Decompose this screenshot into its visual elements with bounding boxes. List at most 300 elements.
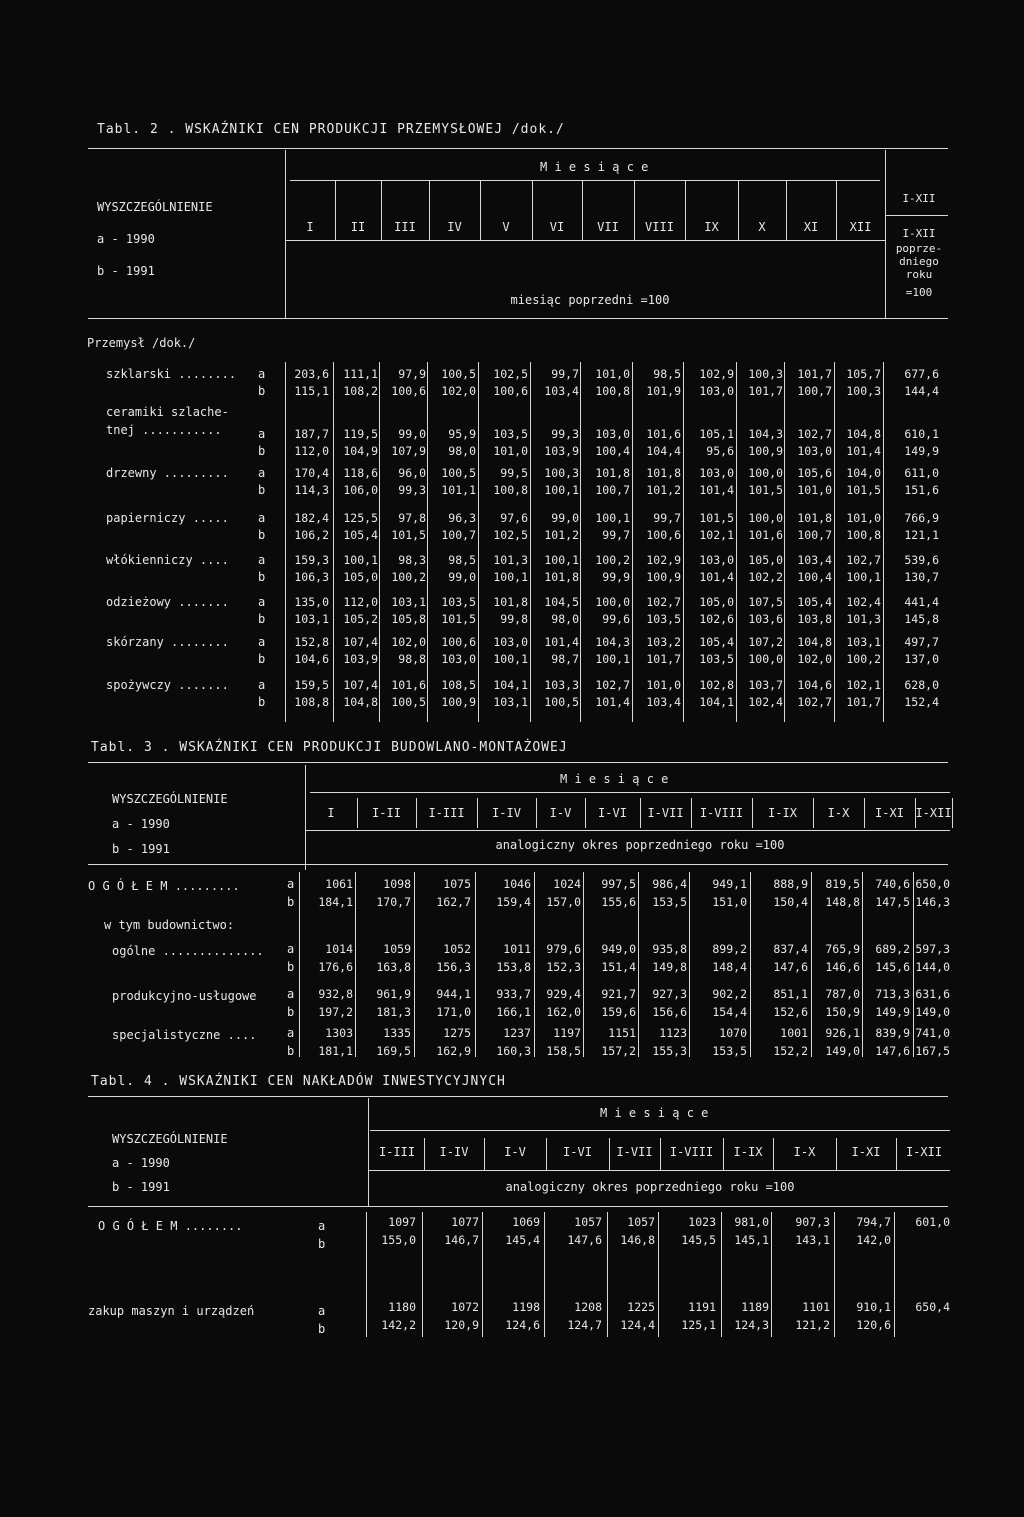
table2-head-rule: [285, 240, 885, 241]
table2-cell: 130,7: [904, 570, 939, 584]
table2-head-bottom-rule: [88, 318, 948, 319]
table4-col-header: I-IX: [733, 1145, 763, 1159]
table4-col-header: I-XII: [905, 1145, 943, 1159]
table2-cell: 100,6: [646, 528, 681, 542]
table2-cell: 105,4: [343, 528, 378, 542]
table2-cell: 103,0: [699, 466, 734, 480]
table2-last-col-header: =100: [905, 286, 933, 299]
table2-cell: 105,6: [797, 466, 832, 480]
table4-sub-label: analogiczny okres poprzedniego roku =100: [505, 1180, 795, 1194]
table2-cell: 610,1: [904, 427, 939, 441]
table2-cell: 159,3: [294, 553, 329, 567]
table3-cell: 169,5: [376, 1044, 411, 1058]
table3-cell: 740,6: [875, 877, 910, 891]
table2-cell: 102,1: [699, 528, 734, 542]
table2-cell: 101,7: [748, 384, 783, 398]
table3-title: Tabl. 3 . WSKAŹNIKI CEN PRODUKCJI BUDOWLANO-MONTAŻOWEJ: [91, 740, 568, 755]
table2-cell: 101,8: [797, 511, 832, 525]
table2-months-rule: [290, 180, 880, 181]
table2-b-marker: b: [258, 612, 266, 626]
table2-cell: 99,7: [602, 528, 630, 542]
table2-b-marker: b: [258, 652, 266, 666]
table2-a-marker: a: [258, 466, 266, 480]
table2-cell: 102,8: [699, 678, 734, 692]
table4-cell: 1189: [741, 1300, 769, 1314]
table2-cell: 628,0: [904, 678, 939, 692]
table4-body-divider: [658, 1212, 659, 1337]
table2-b-marker: b: [258, 384, 266, 398]
table2-cell: 103,0: [595, 427, 630, 441]
table3-a-marker: a: [287, 942, 295, 956]
table2-cell: 100,4: [595, 444, 630, 458]
table3-col-header: I-II: [372, 806, 401, 820]
table2-body-divider: [784, 362, 785, 722]
table2-cell: 497,7: [904, 635, 939, 649]
table2-cell: 101,8: [646, 466, 681, 480]
table4-col-header: I-V: [504, 1145, 526, 1159]
table3-cell: 158,5: [546, 1044, 581, 1058]
table3-body-left: [299, 872, 300, 1057]
table2-cell: 100,1: [493, 570, 528, 584]
table2-section-label: Przemysł /dok./: [87, 336, 196, 350]
table2-cell: 100,6: [391, 384, 426, 398]
table3-row-label: O G Ó Ł E M .........: [88, 879, 240, 893]
table4-cell: 145,5: [681, 1233, 716, 1247]
table4-cell: 124,7: [567, 1318, 602, 1332]
table3-a-marker: a: [287, 987, 295, 1001]
table2-cell: 101,7: [846, 695, 881, 709]
table4-cell: 1077: [451, 1215, 479, 1229]
table2-cell: 100,8: [595, 384, 630, 398]
table2-cell: 101,6: [748, 528, 783, 542]
table2-cell: 203,6: [294, 367, 329, 381]
table4-cell: 120,9: [444, 1318, 479, 1332]
table3-cell: 1070: [719, 1026, 747, 1040]
table2-cell: 100,7: [441, 528, 476, 542]
table2-cell: 101,0: [646, 678, 681, 692]
table2-cell: 98,7: [551, 652, 579, 666]
table2-row-label: odzieżowy .......: [106, 595, 229, 609]
table2-cell: 119,5: [343, 427, 378, 441]
table2-a-marker: a: [258, 427, 266, 441]
table2-a-marker: a: [258, 678, 266, 692]
table3-head-left: a - 1990: [112, 817, 170, 831]
table2-b-marker: b: [258, 695, 266, 709]
table2-cell: 102,9: [646, 553, 681, 567]
table2-cell: 137,0: [904, 652, 939, 666]
table3-sub-label: analogiczny okres poprzedniego roku =100: [495, 838, 785, 852]
table2-cell: 101,6: [646, 427, 681, 441]
table3-cell: 1237: [503, 1026, 531, 1040]
table4-cell: 121,2: [795, 1318, 830, 1332]
table2-cell: 103,0: [699, 384, 734, 398]
table3-cell: 159,4: [496, 895, 531, 909]
table4-cell: 1057: [574, 1215, 602, 1229]
table2-sub-label: miesiąc poprzedni =100: [510, 293, 670, 307]
table4-cell: 125,1: [681, 1318, 716, 1332]
table2-cell: 102,9: [699, 367, 734, 381]
table4-months-rule: [370, 1130, 950, 1131]
table3-body-divider: [689, 872, 690, 1057]
table2-cell: 187,7: [294, 427, 329, 441]
table3-b-marker: b: [287, 895, 295, 909]
table2-cell: 104,1: [493, 678, 528, 692]
table4-cell: 1198: [512, 1300, 540, 1314]
table3-cell: 163,8: [376, 960, 411, 974]
table2-cell: 96,3: [448, 511, 476, 525]
table2-cell: 106,0: [343, 483, 378, 497]
table2-cell: 102,7: [646, 595, 681, 609]
table2-cell: 104,3: [748, 427, 783, 441]
table2-a-marker: a: [258, 553, 266, 567]
table4-cell: 1023: [688, 1215, 716, 1229]
table2-last-col-rule: [885, 215, 948, 216]
table3-cell: 157,2: [601, 1044, 636, 1058]
table2-cell: 100,3: [544, 466, 579, 480]
table4-a-marker: a: [318, 1304, 326, 1318]
table2-col-header: V: [502, 220, 510, 234]
table2-months-label: M i e s i ą c e: [540, 160, 649, 174]
table2-cell: 101,8: [595, 466, 630, 480]
table3-cell: 167,5: [915, 1044, 950, 1058]
table2-cell: 103,0: [797, 444, 832, 458]
table4-head-left: WYSZCZEGÓLNIENIE: [112, 1132, 228, 1146]
table2-cell: 100,0: [748, 466, 783, 480]
table3-col-header: I-VI: [598, 806, 627, 820]
table2-cell: 101,4: [699, 570, 734, 584]
table2-cell: 95,6: [706, 444, 734, 458]
table4-cell: 120,6: [856, 1318, 891, 1332]
table2-cell: 95,9: [448, 427, 476, 441]
table4-cell: 146,7: [444, 1233, 479, 1247]
table4-col-header: I-X: [793, 1145, 816, 1159]
table3-cell: 154,4: [712, 1005, 747, 1019]
table3-cell: 171,0: [436, 1005, 471, 1019]
table2-cell: 100,9: [441, 695, 476, 709]
table2-cell: 103,2: [646, 635, 681, 649]
table3-body-divider: [475, 872, 476, 1057]
table3-cell: 650,0: [915, 877, 950, 891]
table4-head-bottom-rule: [88, 1206, 948, 1207]
table2-col-header: VII: [597, 220, 619, 234]
table3-col-header: I-X: [827, 806, 850, 820]
table2-cell: 170,4: [294, 466, 329, 480]
table3-cell: 151,0: [712, 895, 747, 909]
table2-cell: 101,4: [846, 444, 881, 458]
table2-cell: 105,0: [699, 595, 734, 609]
table2-cell: 104,6: [294, 652, 329, 666]
table3-head-left: WYSZCZEGÓLNIENIE: [112, 792, 228, 806]
table2-cell: 100,5: [544, 695, 579, 709]
table2-cell: 766,9: [904, 511, 939, 525]
table2-cell: 539,6: [904, 553, 939, 567]
table2-cell: 100,8: [493, 483, 528, 497]
table2-cell: 102,7: [846, 553, 881, 567]
table2-top-rule: [88, 148, 948, 149]
table2-cell: 108,5: [441, 678, 476, 692]
table2-cell: 101,5: [391, 528, 426, 542]
table2-cell: 115,1: [294, 384, 329, 398]
table3-cell: 155,6: [601, 895, 636, 909]
table3-cell: 149,8: [652, 960, 687, 974]
table2-cell: 112,0: [343, 595, 378, 609]
table3-cell: 819,5: [825, 877, 860, 891]
table3-cell: 146,6: [825, 960, 860, 974]
table3-months-label: M i e s i ą c e: [560, 772, 669, 786]
table3-col-header: I-XII: [915, 806, 952, 820]
table3-col-header: I-IX: [768, 806, 797, 820]
table2-cell: 101,6: [391, 678, 426, 692]
table4-cell: 650,4: [915, 1300, 950, 1314]
table3-b-marker: b: [287, 960, 295, 974]
table2-cell: 103,4: [646, 695, 681, 709]
table2-body-divider: [333, 362, 334, 722]
table2-cell: 101,2: [646, 483, 681, 497]
table4-a-marker: a: [318, 1219, 326, 1233]
table2-cell: 103,1: [294, 612, 329, 626]
table4-cell: 1225: [627, 1300, 655, 1314]
table2-cell: 114,3: [294, 483, 329, 497]
table3-cell: 1001: [780, 1026, 808, 1040]
table4-cell: 794,7: [856, 1215, 891, 1229]
table2-cell: 98,0: [551, 612, 579, 626]
table2-body-divider: [883, 362, 884, 722]
table3-col-header: I-VIII: [699, 806, 744, 820]
table2-col-header: XI: [803, 220, 819, 234]
table2-last-col-header: I-XII: [902, 192, 936, 205]
table4-body-divider: [721, 1212, 722, 1337]
table3-cell: 148,8: [825, 895, 860, 909]
table2-cell: 104,8: [343, 695, 378, 709]
table2-cell: 100,0: [748, 652, 783, 666]
table3-cell: 162,7: [436, 895, 471, 909]
table3-cell: 166,1: [496, 1005, 531, 1019]
table3-cell: 926,1: [825, 1026, 860, 1040]
table3-cell: 155,3: [652, 1044, 687, 1058]
table2-row-label: papierniczy .....: [106, 511, 229, 525]
table2-cell: 99,0: [448, 570, 476, 584]
table2-cell: 102,6: [699, 612, 734, 626]
table2-cell: 144,4: [904, 384, 939, 398]
table3-cell: 935,8: [652, 942, 687, 956]
table2-cell: 102,0: [391, 635, 426, 649]
table2-cell: 101,0: [846, 511, 881, 525]
table4-body-left: [366, 1212, 367, 1337]
table4-cell: 142,2: [381, 1318, 416, 1332]
table2-cell: 100,1: [846, 570, 881, 584]
table3-cell: 157,0: [546, 895, 581, 909]
table2-cell: 102,7: [595, 678, 630, 692]
table2-cell: 103,7: [748, 678, 783, 692]
table3-cell: 162,9: [436, 1044, 471, 1058]
table2-cell: 152,8: [294, 635, 329, 649]
table2-cell: 104,8: [797, 635, 832, 649]
table3-cell: 148,4: [712, 960, 747, 974]
table2-cell: 125,5: [343, 511, 378, 525]
table2-cell: 101,4: [595, 695, 630, 709]
table4-cell: 142,0: [856, 1233, 891, 1247]
table2-cell: 149,9: [904, 444, 939, 458]
table2-cell: 99,9: [602, 570, 630, 584]
table2-cell: 98,8: [398, 652, 426, 666]
table2-cell: 182,4: [294, 511, 329, 525]
table2-cell: 102,1: [846, 678, 881, 692]
table2-cell: 106,2: [294, 528, 329, 542]
table2-cell: 100,1: [595, 511, 630, 525]
table4-cell: 124,3: [734, 1318, 769, 1332]
table2-cell: 101,3: [846, 612, 881, 626]
table2-cell: 101,2: [544, 528, 579, 542]
table3-a-marker: a: [287, 1026, 295, 1040]
table2-row-label: ceramiki szlache-: [106, 405, 229, 419]
table2-col-header: II: [350, 220, 366, 234]
table4-top-rule: [88, 1096, 948, 1097]
table2-cell: 103,5: [646, 612, 681, 626]
table3-cell: 1151: [608, 1026, 636, 1040]
table4-head-rule: [368, 1170, 950, 1171]
table4-cell: 1097: [388, 1215, 416, 1229]
table2-row-label: tnej ...........: [106, 423, 222, 437]
table2-cell: 101,7: [646, 652, 681, 666]
table2-last-col-header: dniego: [899, 255, 939, 268]
table2-head-left: b - 1991: [97, 264, 155, 278]
table3-cell: 1059: [383, 942, 411, 956]
table2-col-header: VIII: [645, 220, 674, 234]
table2-cell: 102,5: [493, 367, 528, 381]
table2-cell: 111,1: [343, 367, 378, 381]
table3-col-header: I-IV: [492, 806, 521, 820]
table2-cell: 100,1: [343, 553, 378, 567]
table3-cell: 902,2: [712, 987, 747, 1001]
table2-cell: 103,9: [544, 444, 579, 458]
table3-cell: 162,0: [546, 1005, 581, 1019]
table2-cell: 101,7: [797, 367, 832, 381]
table2-body-divider: [427, 362, 428, 722]
table3-cell: 597,3: [915, 942, 950, 956]
table2-cell: 99,7: [551, 367, 579, 381]
table2-body-divider: [632, 362, 633, 722]
table2-cell: 103,1: [493, 695, 528, 709]
table2-row-label: drzewny .........: [106, 466, 229, 480]
table2-cell: 103,0: [441, 652, 476, 666]
table3-body-divider: [638, 872, 639, 1057]
table4-cell: 1191: [688, 1300, 716, 1314]
table2-col-header: I: [306, 220, 314, 234]
table2-cell: 101,0: [797, 483, 832, 497]
table4-row-label: zakup maszyn i urządzeń: [88, 1304, 255, 1318]
table4-cell: 601,0: [915, 1215, 950, 1229]
table3-cell: 176,6: [318, 960, 353, 974]
table3-cell: 979,6: [546, 942, 581, 956]
table3-cell: 150,4: [773, 895, 808, 909]
table2-cell: 103,5: [493, 427, 528, 441]
table2-row-label: włókienniczy ....: [106, 553, 229, 567]
table2-body-divider: [683, 362, 684, 722]
table3-cell: 851,1: [773, 987, 808, 1001]
table2-cell: 100,0: [748, 511, 783, 525]
table2-cell: 151,6: [904, 483, 939, 497]
table2-cell: 101,5: [441, 612, 476, 626]
table2-b-marker: b: [258, 528, 266, 542]
table2-cell: 103,0: [493, 635, 528, 649]
table3-b-marker: b: [287, 1005, 295, 1019]
table3-cell: 146,3: [915, 895, 950, 909]
table4-cell: 981,0: [734, 1215, 769, 1229]
table2-cell: 100,1: [595, 652, 630, 666]
table2-a-marker: a: [258, 511, 266, 525]
table3-cell: 156,6: [652, 1005, 687, 1019]
table3-body-divider: [750, 872, 751, 1057]
table3-cell: 181,1: [318, 1044, 353, 1058]
table3-cell: 1197: [553, 1026, 581, 1040]
table2-col-header: IX: [704, 220, 719, 234]
table3-cell: 929,4: [546, 987, 581, 1001]
table2-cell: 101,0: [595, 367, 630, 381]
table2-title: Tabl. 2 . WSKAŹNIKI CEN PRODUKCJI PRZEMYSŁOWEJ /dok./: [97, 122, 565, 137]
table2-cell: 100,5: [391, 695, 426, 709]
table2-cell: 98,3: [398, 553, 426, 567]
table2-cell: 677,6: [904, 367, 939, 381]
table2-cell: 105,2: [343, 612, 378, 626]
table4-cell: 124,4: [620, 1318, 655, 1332]
table2-head-left: WYSZCZEGÓLNIENIE: [97, 200, 213, 214]
table2-body-left: [285, 362, 286, 722]
table3-cell: 1335: [383, 1026, 411, 1040]
table3-body-divider: [355, 872, 356, 1057]
table2-cell: 102,4: [748, 695, 783, 709]
table2-cell: 112,0: [294, 444, 329, 458]
table3-body-divider: [583, 872, 584, 1057]
table3-cell: 153,5: [712, 1044, 747, 1058]
table3-cell: 1303: [325, 1026, 353, 1040]
table3-body-divider: [862, 872, 863, 1057]
table4-body-divider: [771, 1212, 772, 1337]
table3-cell: 1123: [659, 1026, 687, 1040]
table2-cell: 100,5: [441, 466, 476, 480]
table2-cell: 100,5: [441, 367, 476, 381]
table2-cell: 100,8: [846, 528, 881, 542]
table4-title: Tabl. 4 . WSKAŹNIKI CEN NAKŁADÓW INWESTYCYJNYCH: [91, 1074, 506, 1089]
table3-cell: 170,7: [376, 895, 411, 909]
table3-cell: 152,6: [773, 1005, 808, 1019]
table4-cell: 1208: [574, 1300, 602, 1314]
table2-cell: 101,5: [846, 483, 881, 497]
table3-a-marker: a: [287, 877, 295, 891]
table3-cell: 933,7: [496, 987, 531, 1001]
table2-cell: 104,9: [343, 444, 378, 458]
table3-cell: 150,9: [825, 1005, 860, 1019]
table4-body-divider: [834, 1212, 835, 1337]
table3-head-rule: [305, 830, 950, 831]
table2-cell: 100,1: [544, 553, 579, 567]
table2-cell: 101,0: [493, 444, 528, 458]
table3-cell: 1014: [325, 942, 353, 956]
table2-cell: 100,2: [595, 553, 630, 567]
table3-cell: 932,8: [318, 987, 353, 1001]
table2-cell: 100,7: [797, 384, 832, 398]
table2-col-header: XII: [849, 220, 872, 234]
table4-cell: 147,6: [567, 1233, 602, 1247]
table2-cell: 159,5: [294, 678, 329, 692]
table2-last-col-header: poprze-: [895, 242, 943, 255]
table4-body-divider: [607, 1212, 608, 1337]
table2-body-divider: [580, 362, 581, 722]
table3-cell: 156,3: [436, 960, 471, 974]
table2-cell: 97,6: [500, 511, 528, 525]
table3-cell: 184,1: [318, 895, 353, 909]
table3-cell: 1024: [553, 877, 581, 891]
table3-cell: 713,3: [875, 987, 910, 1001]
